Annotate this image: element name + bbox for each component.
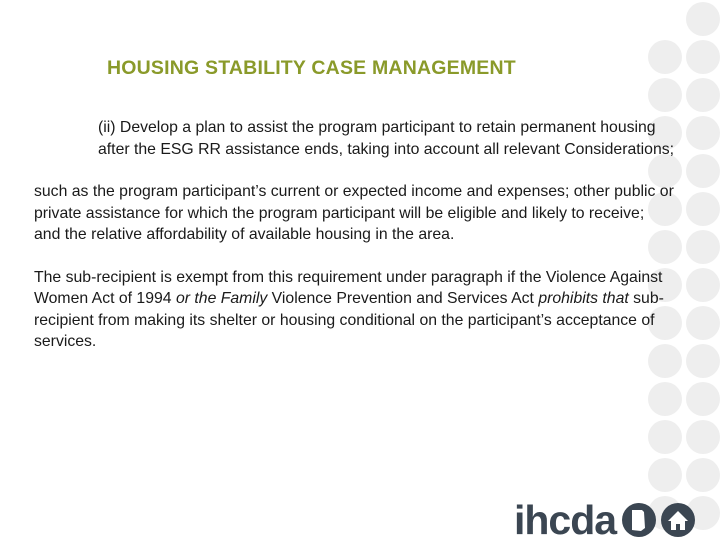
decorative-dot: [686, 192, 720, 226]
decorative-dot: [686, 116, 720, 150]
indiana-state-icon: [620, 501, 658, 539]
exemption-italic-1: or the Family: [175, 290, 268, 307]
paragraph-exemption: [34, 267, 674, 353]
decorative-dot: [686, 420, 720, 454]
ihcda-logo: [514, 497, 697, 543]
decorative-dot: [686, 382, 720, 416]
decorative-dot: [686, 268, 720, 302]
decorative-dot: [648, 382, 682, 416]
slide-title: HOUSING STABILITY CASE MANAGEMENT: [107, 57, 516, 79]
decorative-dot: [686, 78, 720, 112]
exemption-italic-2: prohibits that: [538, 290, 629, 307]
exemption-text-3: sub-recipient from making its shelter or housing conditional on the participant’s acceptance of services.: [34, 290, 664, 350]
paragraph-develop-plan: (ii) Develop a plan to assist the program participant to retain permanent housing after the ESG RR assistance ends, taking into account all relevant Considerations;: [98, 119, 675, 158]
decorative-dot: [648, 458, 682, 492]
decorative-dot: [686, 40, 720, 74]
logo-mark: [620, 501, 697, 539]
decorative-dot: [648, 40, 682, 74]
exemption-text-2: Violence Prevention and Services Act: [267, 290, 539, 307]
decorative-dot: [686, 230, 720, 264]
decorative-dot: [648, 420, 682, 454]
logo-wordmark: ihcda: [514, 497, 617, 543]
slide-body: [34, 117, 674, 374]
decorative-dot: [686, 344, 720, 378]
decorative-dot: [686, 458, 720, 492]
house-icon: [659, 501, 697, 539]
paragraph-considerations: such as the program participant’s current or expected income and expenses; other public or private assistance for which the program participant will be eligible and likely to receive; and the relative affordability of available housing in the area.: [34, 183, 674, 243]
exemption-text-1: The sub-recipient is exempt from this requirement under paragraph if the Violence Against Women Act of 1994: [34, 268, 663, 307]
decorative-dot: [686, 154, 720, 188]
decorative-dot: [686, 2, 720, 36]
decorative-dot: [648, 78, 682, 112]
decorative-dot: [686, 306, 720, 340]
